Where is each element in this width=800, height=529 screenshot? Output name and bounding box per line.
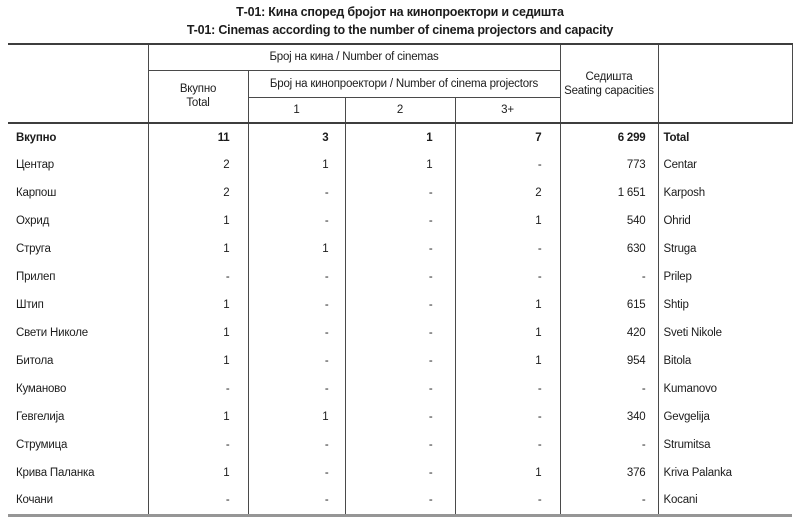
cell-projectors-3plus: 1 <box>455 291 560 319</box>
cell-projectors-3plus: - <box>455 235 560 263</box>
header-cinemas-group: Број на кина / Number of cinemas <box>148 44 560 70</box>
cell-projectors-3plus: - <box>455 263 560 291</box>
row-label-en: Kumanovo <box>663 383 717 395</box>
cell-seating-capacity: 615 <box>560 291 658 319</box>
cell-projectors-3plus: 1 <box>455 459 560 487</box>
row-label-mk: Карпош <box>8 179 148 207</box>
cell-seating-capacity: - <box>560 431 658 459</box>
header-total <box>148 70 248 123</box>
cell-total-cinemas: - <box>148 431 248 459</box>
cell-total-cinemas: 1 <box>148 319 248 347</box>
table-row <box>8 263 792 291</box>
cell-projectors-2: - <box>345 403 455 431</box>
cell-projectors-3plus: 7 <box>455 123 560 151</box>
header-total-en: Total <box>186 97 210 110</box>
cell-projectors-1: - <box>248 291 345 319</box>
cell-projectors-2: - <box>345 207 455 235</box>
row-label-en: Sveti Nikole <box>663 327 722 339</box>
cell-projectors-1: - <box>248 319 345 347</box>
cell-seating-capacity: - <box>560 487 658 515</box>
cell-seating-capacity: 340 <box>560 403 658 431</box>
cell-total-cinemas: 1 <box>148 347 248 375</box>
cell-projectors-1: 1 <box>248 235 345 263</box>
table-header <box>8 44 792 123</box>
cell-total-cinemas: 1 <box>148 459 248 487</box>
row-label-en: Bitola <box>663 355 692 367</box>
header-seats <box>560 44 658 123</box>
table-row <box>8 179 792 207</box>
cell-projectors-1: - <box>248 375 345 403</box>
cell-total-cinemas: - <box>148 487 248 515</box>
cell-projectors-1: - <box>248 487 345 515</box>
table-row <box>8 459 792 487</box>
cell-projectors-2: - <box>345 375 455 403</box>
header-projectors-group: Број на кинопроектори / Number of cinema projectors <box>248 70 560 97</box>
row-label-mk: Вкупно <box>8 123 148 151</box>
cell-projectors-3plus: - <box>455 375 560 403</box>
header-projectors-2: 2 <box>345 97 455 123</box>
cell-projectors-2: - <box>345 179 455 207</box>
header-rowlabel-spacer <box>8 44 148 123</box>
cell-total-cinemas: - <box>148 375 248 403</box>
table-row <box>8 375 792 403</box>
row-label-mk: Охрид <box>8 207 148 235</box>
cell-total-cinemas: 1 <box>148 403 248 431</box>
row-label-en: Struga <box>663 243 697 255</box>
page-title-en: T-01: Cinemas according to the number of cinema projectors and capacity <box>186 23 614 37</box>
table-row <box>8 487 792 515</box>
cell-seating-capacity: - <box>560 375 658 403</box>
cell-projectors-1: - <box>248 347 345 375</box>
cell-seating-capacity: 1 651 <box>560 179 658 207</box>
cell-projectors-3plus: - <box>455 487 560 515</box>
header-projectors-3plus: 3+ <box>455 97 560 123</box>
row-label-en: Karposh <box>663 187 705 199</box>
cell-total-cinemas: 1 <box>148 291 248 319</box>
cell-projectors-2: 1 <box>345 151 455 179</box>
cell-projectors-1: - <box>248 431 345 459</box>
table-row <box>8 207 792 235</box>
cell-seating-capacity: 6 299 <box>560 123 658 151</box>
row-label-en: Prilep <box>663 271 692 283</box>
cell-projectors-2: - <box>345 347 455 375</box>
row-label-mk: Штип <box>8 291 148 319</box>
cell-projectors-3plus: - <box>455 403 560 431</box>
row-label-mk: Прилеп <box>8 263 148 291</box>
header-projectors-1: 1 <box>248 97 345 123</box>
cell-seating-capacity: 954 <box>560 347 658 375</box>
row-label-mk: Гевгелија <box>8 403 148 431</box>
row-label-mk: Свети Николе <box>8 319 148 347</box>
row-label-en: Gevgelija <box>663 411 710 423</box>
cell-projectors-1: - <box>248 459 345 487</box>
cell-projectors-1: - <box>248 179 345 207</box>
cell-projectors-1: - <box>248 263 345 291</box>
cell-projectors-3plus: - <box>455 431 560 459</box>
cell-projectors-1: - <box>248 207 345 235</box>
row-label-mk: Струмица <box>8 431 148 459</box>
cinemas-table <box>8 43 793 517</box>
cell-projectors-2: - <box>345 319 455 347</box>
page-title-mk: Т-01: Кина според бројот на кинопроектори и седишта <box>236 5 564 19</box>
table-body <box>8 123 792 515</box>
row-label-en: Kocani <box>663 494 698 507</box>
cell-projectors-3plus: 1 <box>455 207 560 235</box>
row-label-mk: Битола <box>8 347 148 375</box>
cell-seating-capacity: 773 <box>560 151 658 179</box>
cell-projectors-2: - <box>345 459 455 487</box>
cell-seating-capacity: - <box>560 263 658 291</box>
cell-projectors-3plus: 1 <box>455 347 560 375</box>
row-label-mk: Центар <box>8 151 148 179</box>
cell-total-cinemas: 1 <box>148 235 248 263</box>
table-row <box>8 347 792 375</box>
cell-projectors-3plus: 2 <box>455 179 560 207</box>
row-label-en: Kriva Palanka <box>663 467 732 479</box>
table-row <box>8 431 792 459</box>
table-row <box>8 319 792 347</box>
table-row <box>8 291 792 319</box>
row-label-mk: Кочани <box>8 487 148 515</box>
row-label-en: Strumitsa <box>663 439 711 451</box>
table-row <box>8 403 792 431</box>
cell-seating-capacity: 540 <box>560 207 658 235</box>
header-row-group <box>8 44 792 70</box>
cell-projectors-2: - <box>345 235 455 263</box>
cell-projectors-2: - <box>345 431 455 459</box>
cell-projectors-2: - <box>345 487 455 515</box>
header-seats-mk: Седишта <box>585 70 633 83</box>
cell-seating-capacity: 420 <box>560 319 658 347</box>
cell-total-cinemas: 1 <box>148 207 248 235</box>
cell-total-cinemas: - <box>148 263 248 291</box>
cell-projectors-1: 1 <box>248 151 345 179</box>
header-english-spacer <box>658 44 792 123</box>
table-row <box>8 235 792 263</box>
row-label-en: Shtip <box>663 299 689 311</box>
row-label-en: Total <box>663 131 690 144</box>
table-row <box>8 151 792 179</box>
cell-total-cinemas: 2 <box>148 151 248 179</box>
row-label-mk: Крива Паланка <box>8 459 148 487</box>
cell-projectors-2: - <box>345 263 455 291</box>
row-label-en: Centar <box>663 159 697 171</box>
cell-seating-capacity: 376 <box>560 459 658 487</box>
cell-projectors-1: 1 <box>248 403 345 431</box>
cell-total-cinemas: 2 <box>148 179 248 207</box>
cell-projectors-3plus: - <box>455 151 560 179</box>
header-total-mk: Вкупно <box>179 83 217 96</box>
title-block <box>0 0 800 37</box>
row-label-mk: Куманово <box>8 375 148 403</box>
cell-total-cinemas: 11 <box>148 123 248 151</box>
header-seats-en: Seating capacities <box>564 84 654 97</box>
cell-projectors-3plus: 1 <box>455 319 560 347</box>
row-label-en: Ohrid <box>663 215 691 227</box>
table-row <box>8 123 792 151</box>
cell-projectors-2: 1 <box>345 123 455 151</box>
cell-seating-capacity: 630 <box>560 235 658 263</box>
cell-projectors-1: 3 <box>248 123 345 151</box>
row-label-mk: Струга <box>8 235 148 263</box>
cell-projectors-2: - <box>345 291 455 319</box>
